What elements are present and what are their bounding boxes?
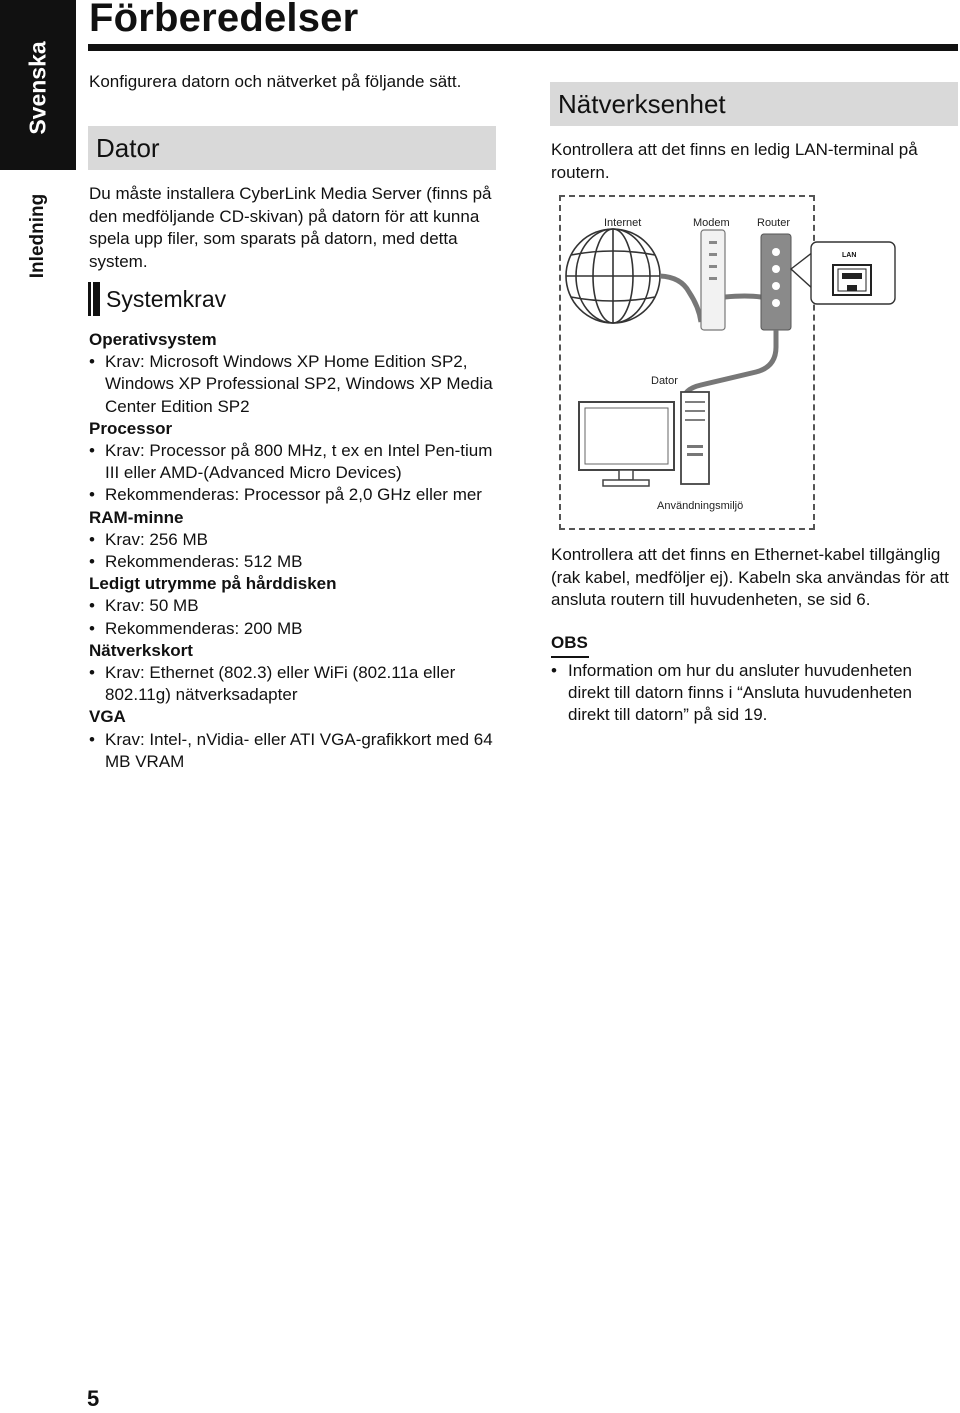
obs-list: [551, 660, 951, 727]
requirement-heading: Ledigt utrymme på hårddisken: [89, 574, 337, 594]
network-diagram-drawing: [561, 197, 960, 532]
requirement-item: • Krav: 256 MB: [89, 529, 501, 551]
diagram-label-router: Router: [757, 217, 791, 229]
monitor-icon: [579, 402, 674, 486]
natverksenhet-heading: Nätverksenhet: [550, 82, 958, 126]
requirement-heading: VGA: [89, 707, 126, 727]
natverksenhet-text: Kontrollera att det finns en ledig LAN-terminal på routern.: [551, 140, 918, 182]
obs-rule: [551, 656, 589, 658]
requirement-item: • Rekommenderas: Processor på 2,0 GHz eller mer: [89, 484, 501, 506]
lan-port-callout: [791, 252, 813, 289]
modem-icon: [701, 230, 725, 330]
diagram-label-dator: Dator: [651, 375, 678, 387]
requirement-heading: Processor: [89, 418, 173, 438]
obs-item: • Information om hur du ansluter huvudenheten direkt till datorn finns i “Ansluta huvudenheten direkt till datorn” på sid 19.: [551, 660, 951, 727]
requirement-heading: Operativsystem: [89, 330, 217, 349]
side-tab-language-label: Svenska: [24, 41, 51, 135]
title-rule: [88, 44, 958, 51]
ethernet-cable-text: Kontrollera att det finns en Ethernet-kabel tillgänglig (rak kabel, medföljer ej). Kabeln ska användas för att ansluta routern till huvudenheten, se sid 6.: [551, 545, 949, 609]
diagram-label-internet: Internet: [604, 217, 642, 229]
page-number: 5: [87, 1386, 100, 1411]
cable: [660, 276, 701, 322]
requirement-item: • Rekommenderas: 512 MB: [89, 551, 501, 573]
cable: [725, 296, 761, 297]
pc-tower-icon: [681, 392, 709, 484]
obs-heading: OBS: [551, 633, 588, 652]
globe-icon: [566, 229, 660, 323]
heading-marker: [88, 282, 91, 316]
systemkrav-heading: [88, 282, 226, 316]
requirement-heading: Nätverkskort: [89, 640, 193, 660]
lan-port-icon: [833, 265, 871, 295]
network-diagram: [559, 195, 857, 530]
intro-text: Konfigurera datorn och nätverket på följande sätt.: [89, 72, 462, 91]
lan-port-label: LAN: [842, 252, 857, 259]
requirement-item: • Krav: Processor på 800 MHz, t ex en Intel Pen-tium III eller AMD-(Advanced Micro Devices): [89, 440, 501, 484]
diagram-label-modem: Modem: [693, 217, 730, 229]
diagram-label-miljo: Användningsmiljö: [657, 500, 744, 512]
dator-heading: Dator: [88, 126, 496, 170]
requirement-item: • Krav: Microsoft Windows XP Home Edition SP2, Windows XP Professional SP2, Windows XP Media Center Edition SP2: [89, 351, 501, 418]
page-title: Förberedelser: [89, 0, 359, 40]
side-tab-section-label: Inledning: [27, 193, 48, 279]
requirement-item: • Krav: 50 MB: [89, 595, 501, 617]
requirement-item: • Krav: Ethernet (802.3) eller WiFi (802.11a eller 802.11g) nätverksadapter: [89, 662, 501, 706]
requirements-list: [89, 329, 501, 773]
requirement-item: • Krav: Intel-, nVidia- eller ATI VGA-grafikkort med 64 MB VRAM: [89, 729, 501, 773]
dator-text: Du måste installera CyberLink Media Server (finns på den medföljande CD-skivan) på datorn för att kunna spela upp filer, som sparats på datorn, med detta system.: [89, 184, 492, 271]
heading-marker: [93, 282, 100, 316]
requirement-item: • Rekommenderas: 200 MB: [89, 618, 501, 640]
router-icon: [761, 234, 791, 330]
systemkrav-heading-label: Systemkrav: [106, 285, 227, 312]
requirement-heading: RAM-minne: [89, 507, 184, 527]
